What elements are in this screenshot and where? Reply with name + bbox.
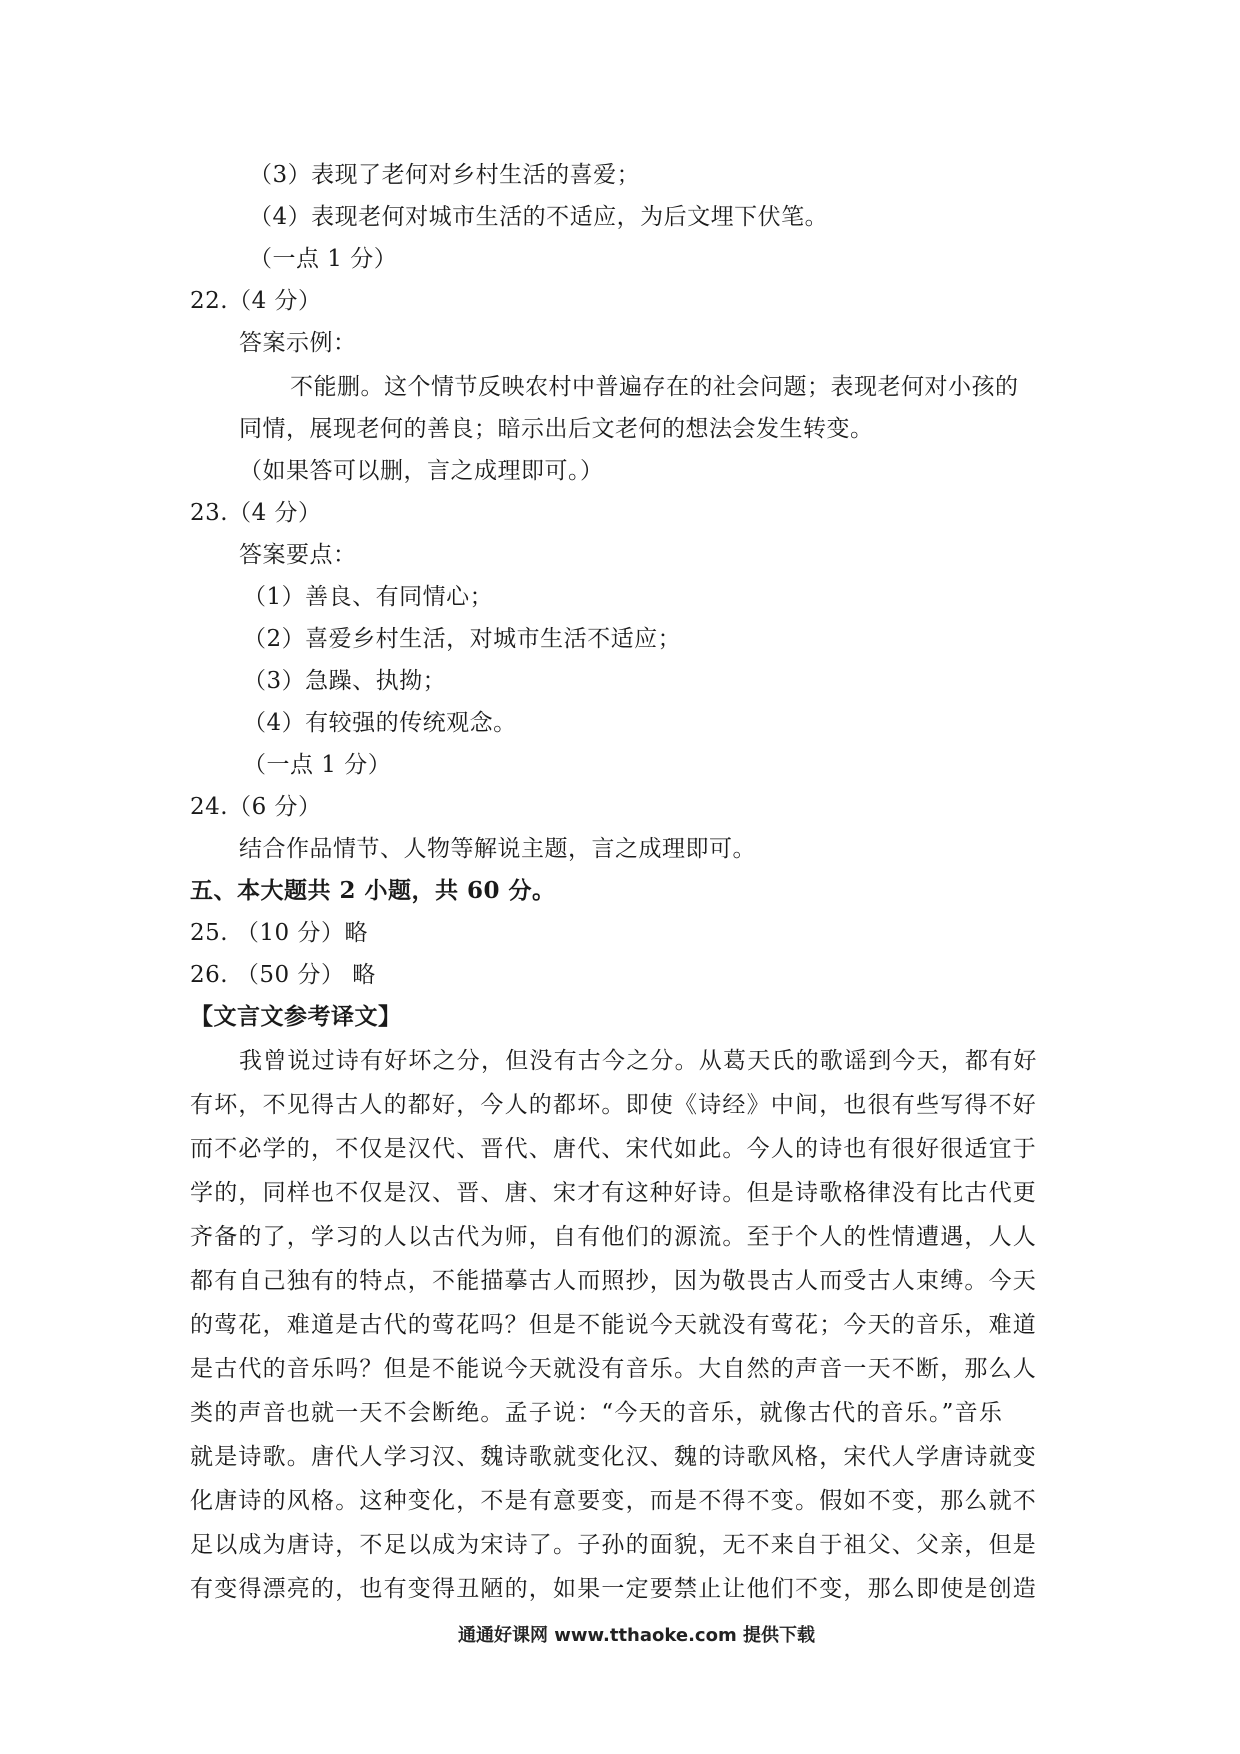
q26-answer: 26. （50 分） 略 [190, 962, 376, 988]
q23-intro: 答案要点： [239, 542, 357, 568]
q24-answer: 结合作品情节、人物等解说主题，言之成理即可。 [239, 836, 756, 862]
translation-line: 有变得漂亮的，也有变得丑陋的，如果一定要禁止让他们不变，那么即使是创造 [190, 1576, 1037, 1602]
footer-source: 通通好课网 www.tthaoke.com 提供下载 [458, 1625, 815, 1646]
q23-header: 23.（4 分） [190, 500, 322, 526]
q23-item-2: （2）喜爱乡村生活，对城市生活不适应； [243, 626, 682, 652]
q22-intro: 答案示例： [239, 330, 357, 356]
q23-item-4: （4）有较强的传统观念。 [243, 710, 517, 736]
translation-line: 有坏，不见得古人的都好，今人的都坏。即使《诗经》中间，也很有些写得不好 [190, 1092, 1037, 1118]
q21-scoring-note: （一点 1 分） [249, 246, 398, 272]
q23-scoring-note: （一点 1 分） [243, 752, 392, 778]
q25-answer: 25. （10 分）略 [190, 920, 368, 946]
translation-line: 学的，同样也不仅是汉、晋、唐、宋才有这种好诗。但是诗歌格律没有比古代更 [190, 1180, 1037, 1206]
translation-line: 是古代的音乐吗？但是不能说今天就没有音乐。大自然的声音一天不断，那么人 [190, 1356, 1037, 1382]
translation-line: 类的声音也就一天不会断绝。孟子说：“今天的音乐，就像古代的音乐。”音乐 [190, 1400, 1004, 1426]
q23-item-3: （3）急躁、执拗； [243, 668, 447, 694]
translation-line: 就是诗歌。唐代人学习汉、魏诗歌就变化汉、魏的诗歌风格，宋代人学唐诗就变 [190, 1444, 1037, 1470]
q22-header: 22.（4 分） [190, 288, 322, 314]
q21-item-4: （4）表现老何对城市生活的不适应，为后文埋下伏笔。 [249, 204, 829, 230]
translation-line: 而不必学的，不仅是汉代、晋代、唐代、宋代如此。今人的诗也有很好很适宜于 [190, 1136, 1037, 1162]
translation-line: 我曾说过诗有好坏之分，但没有古今之分。从葛天氏的歌谣到今天，都有好 [239, 1048, 1038, 1074]
translation-line: 都有自己独有的特点，不能描摹古人而照抄，因为敬畏古人而受古人束缚。今天 [190, 1268, 1037, 1294]
translation-line: 足以成为唐诗，不足以成为宋诗了。子孙的面貌，无不来自于祖父、父亲，但是 [190, 1532, 1037, 1558]
translation-line: 的莺花，难道是古代的莺花吗？但是不能说今天就没有莺花；今天的音乐，难道 [190, 1312, 1037, 1338]
q23-item-1: （1）善良、有同情心； [243, 584, 494, 610]
translation-line: 化唐诗的风格。这种变化，不是有意要变，而是不得不变。假如不变，那么就不 [190, 1488, 1037, 1514]
translation-heading: 【文言文参考译文】 [190, 1003, 402, 1030]
q24-header: 24.（6 分） [190, 794, 322, 820]
q21-item-3: （3）表现了老何对乡村生活的喜爱； [249, 162, 641, 188]
q22-answer-line-1: 不能删。这个情节反映农村中普遍存在的社会问题；表现老何对小孩的 [290, 374, 1019, 400]
q22-answer-line-2: 同情，展现老何的善良；暗示出后文老何的想法会发生转变。 [239, 416, 874, 442]
q22-note: （如果答可以删，言之成理即可。） [239, 458, 604, 484]
translation-line: 齐备的了，学习的人以古代为师，自有他们的源流。至于个人的性情遭遇，人人 [190, 1224, 1037, 1250]
section-5-title: 五、本大题共 2 小题，共 60 分。 [190, 877, 556, 904]
